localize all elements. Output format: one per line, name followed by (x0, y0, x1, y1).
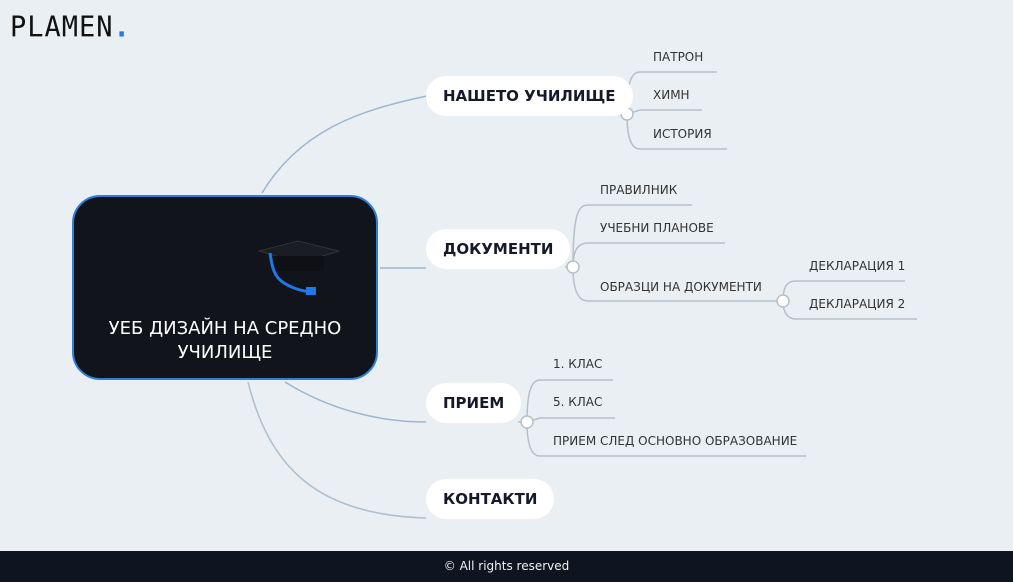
central-topic-card[interactable] (72, 195, 378, 380)
leaf-declaration-2[interactable]: ДЕКЛАРАЦИЯ 2 (809, 297, 906, 311)
leaf-curricula[interactable]: УЧЕБНИ ПЛАНОВЕ (600, 221, 714, 235)
leaf-history[interactable]: ИСТОРИЯ (653, 127, 712, 141)
forms-node-knob (777, 295, 789, 307)
leaf-after-basic-education[interactable]: ПРИЕМ СЛЕД ОСНОВНО ОБРАЗОВАНИЕ (553, 434, 798, 448)
documents-node-knob (567, 261, 579, 273)
footer (0, 551, 1013, 582)
logo-dot: . (113, 11, 131, 44)
leaf-grade-5[interactable]: 5. КЛАС (553, 395, 603, 409)
logo-text: PLAMEN (10, 11, 114, 44)
leaf-anthem[interactable]: ХИМН (653, 88, 690, 102)
central-topic-title (74, 317, 376, 365)
branch-admission[interactable]: ПРИЕМ (426, 383, 521, 423)
footer-copyright: © All rights reserved (443, 559, 570, 573)
leaf-patron[interactable]: ПАТРОН (653, 50, 704, 64)
central-title-line2: УЧИЛИЩЕ (177, 342, 273, 363)
branch-our-school[interactable]: НАШЕТО УЧИЛИЩЕ (426, 76, 633, 116)
branch-documents[interactable]: ДОКУМЕНТИ (426, 229, 570, 269)
graduation-cap-icon (254, 237, 344, 301)
leaf-grade-1[interactable]: 1. КЛАС (553, 357, 603, 371)
central-title-line1: УЕБ ДИЗАЙН НА СРЕДНО (108, 318, 342, 339)
admission-node-knob (521, 416, 533, 428)
leaf-document-forms[interactable]: ОБРАЗЦИ НА ДОКУМЕНТИ (600, 280, 762, 294)
leaf-declaration-1[interactable]: ДЕКЛАРАЦИЯ 1 (809, 259, 906, 273)
leaf-regulations[interactable]: ПРАВИЛНИК (600, 183, 678, 197)
branch-contacts[interactable]: КОНТАКТИ (426, 479, 554, 519)
